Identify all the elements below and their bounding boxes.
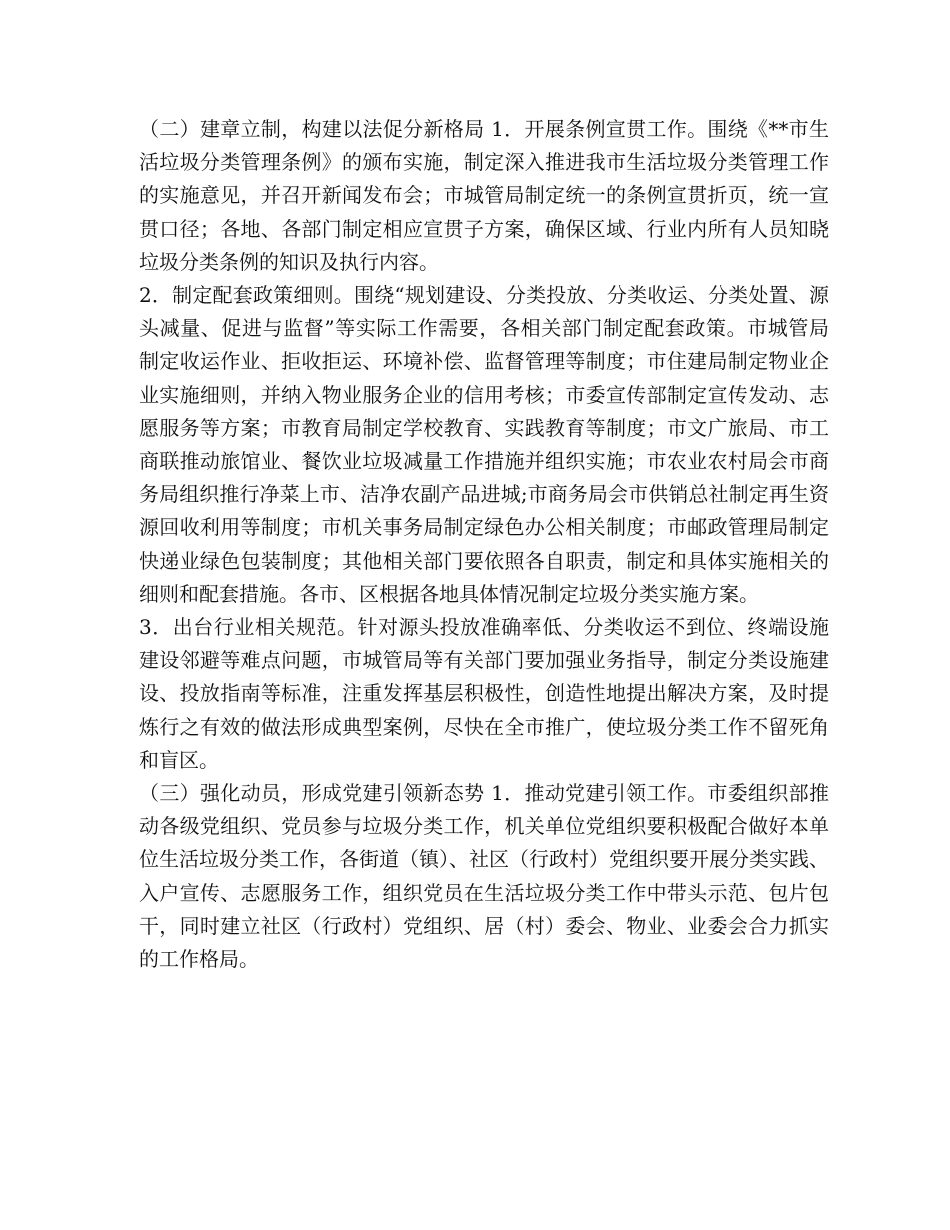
paragraph-section-3: （三）强化动员，形成党建引领新态势 1．推动党建引领工作。市委组织部推动各级党组织、党员参与垃圾分类工作，机关单位党组织要积极配合做好本单位生活垃圾分类工作，各街道（镇）、社区（行政村）党组织要开展分类实践、入户宣传、志愿服务工作，组织党员在生活垃圾分类工作中带头示范、包片包干，同时建立社区（行政村）党组织、居（村）委会、物业、业委会合力抓实的工作格局。 bbox=[139, 781, 829, 972]
paragraph-item-2: 2．制定配套政策细则。围绕“规划建设、分类投放、分类收运、分类处置、源头减量、促进与监督”等实际工作需要，各相关部门制定配套政策。市城管局制定收运作业、拒收拒运、环境补偿、监督管理等制度；市住建局制定物业企业实施细则，并纳入物业服务企业的信用考核；市委宣传部制定宣传发动、志愿服务等方案；市教育局制定学校教育、实践教育等制度；市文广旅局、市工商联推动旅馆业、餐饮业垃圾减量工作措施并组织实施；市农业农村局会市商务局组织推行净菜上市、洁净农副产品进城;市商务局会市供销总社制定再生资源回收利用等制度；市机关事务局制定绿色办公相关制度；市邮政管理局制定快递业绿色包装制度；其他相关部门要依照各自职责，制定和具体实施相关的细则和配套措施。各市、区根据各地具体情况制定垃圾分类实施方案。 bbox=[139, 283, 829, 606]
paragraph-section-2: （二）建章立制，构建以法促分新格局 1．开展条例宣贯工作。围绕《**市生活垃圾分类管理条例》的颁布实施，制定深入推进我市生活垃圾分类管理工作的实施意见，并召开新闻发布会；市城管局制定统一的条例宣贯折页，统一宣贯口径；各地、各部门制定相应宣贯子方案，确保区域、行业内所有人员知晓垃圾分类条例的知识及执行内容。 bbox=[139, 117, 829, 274]
paragraph-item-3: 3．出台行业相关规范。针对源头投放准确率低、分类收运不到位、终端设施建设邻避等难点问题，市城管局等有关部门要加强业务指导，制定分类设施建设、投放指南等标准，注重发挥基层积极性，创造性地提出解决方案，及时提炼行之有效的做法形成典型案例，尽快在全市推广，使垃圾分类工作不留死角和盲区。 bbox=[139, 615, 829, 772]
document-page bbox=[139, 113, 829, 976]
